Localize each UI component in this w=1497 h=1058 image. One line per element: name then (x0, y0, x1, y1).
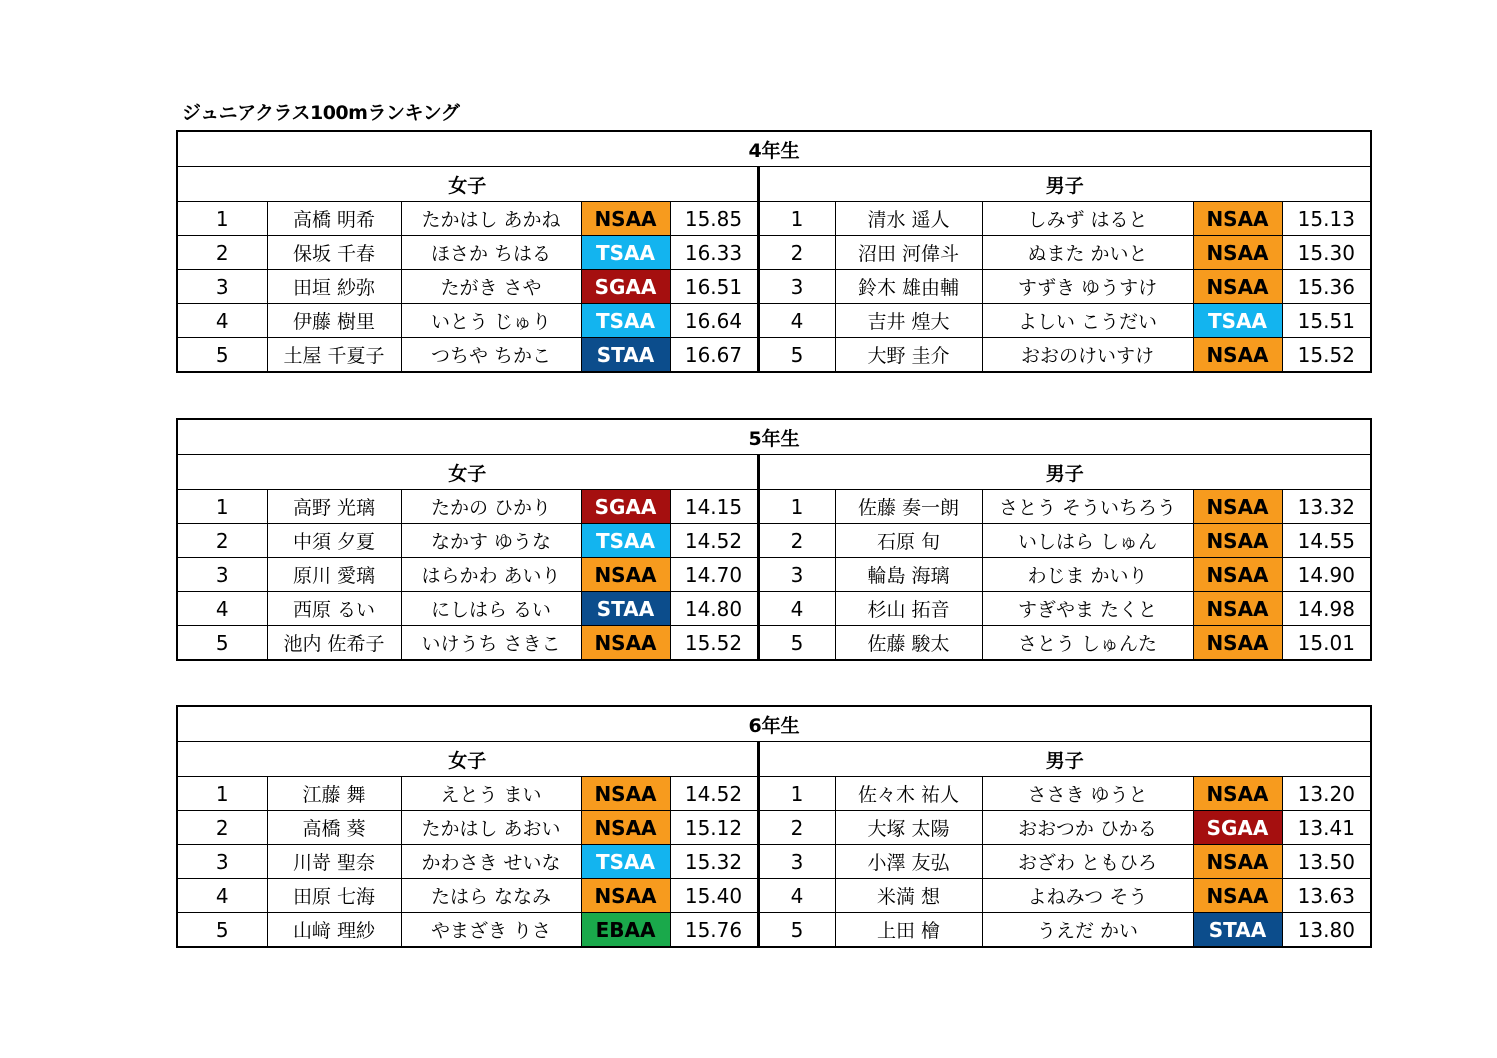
girls-time-cell: 15.32 (670, 845, 758, 879)
boys-team-cell: NSAA (1193, 845, 1282, 879)
boys-time-cell: 13.41 (1282, 811, 1371, 845)
boys-time-cell: 15.13 (1282, 202, 1371, 236)
girls-name-cell: 池内 佐希子 (267, 626, 401, 661)
grade-header: 4年生 (177, 131, 1371, 167)
girls-time-cell: 15.76 (670, 913, 758, 948)
girls-rank-cell: 1 (177, 490, 267, 524)
girls-team-cell: TSAA (581, 304, 670, 338)
boys-name-cell: 沼田 河偉斗 (835, 236, 982, 270)
girls-kana-cell: えとう まい (401, 777, 581, 811)
girls-time-cell: 14.70 (670, 558, 758, 592)
girls-kana-cell: やまざき りさ (401, 913, 581, 948)
boys-kana-cell: すぎやま たくと (982, 592, 1193, 626)
boys-rank-cell: 4 (758, 304, 835, 338)
girls-rank-cell: 5 (177, 338, 267, 373)
girls-rank-cell: 3 (177, 270, 267, 304)
boys-kana-cell: ささき ゆうと (982, 777, 1193, 811)
girls-time-cell: 16.51 (670, 270, 758, 304)
page-title: ジュニアクラス100mランキング (182, 102, 460, 124)
boys-rank-cell: 2 (758, 811, 835, 845)
table-row (177, 558, 1371, 592)
boys-kana-cell: ぬまた かいと (982, 236, 1193, 270)
boys-team-cell: SGAA (1193, 811, 1282, 845)
boys-time-cell: 15.52 (1282, 338, 1371, 373)
girls-rank-cell: 5 (177, 913, 267, 948)
grade-header: 6年生 (177, 706, 1371, 742)
girls-team-cell: STAA (581, 338, 670, 373)
table-row (177, 845, 1371, 879)
boys-rank-cell: 5 (758, 913, 835, 948)
boys-time-cell: 14.98 (1282, 592, 1371, 626)
boys-kana-cell: しみず はると (982, 202, 1193, 236)
boys-header: 男子 (758, 455, 1371, 490)
girls-team-cell: TSAA (581, 236, 670, 270)
girls-team-cell: NSAA (581, 777, 670, 811)
girls-team-cell: STAA (581, 592, 670, 626)
girls-kana-cell: にしはら るい (401, 592, 581, 626)
girls-team-cell: SGAA (581, 270, 670, 304)
girls-kana-cell: たがき さや (401, 270, 581, 304)
girls-rank-cell: 3 (177, 845, 267, 879)
table-row (177, 490, 1371, 524)
girls-kana-cell: かわさき せいな (401, 845, 581, 879)
boys-rank-cell: 1 (758, 777, 835, 811)
boys-kana-cell: さとう しゅんた (982, 626, 1193, 661)
boys-time-cell: 14.90 (1282, 558, 1371, 592)
girls-time-cell: 15.40 (670, 879, 758, 913)
table-row (177, 626, 1371, 661)
boys-time-cell: 14.55 (1282, 524, 1371, 558)
boys-time-cell: 15.36 (1282, 270, 1371, 304)
boys-team-cell: NSAA (1193, 338, 1282, 373)
boys-kana-cell: すずき ゆうすけ (982, 270, 1193, 304)
boys-time-cell: 13.20 (1282, 777, 1371, 811)
table-row (177, 777, 1371, 811)
boys-name-cell: 鈴木 雄由輔 (835, 270, 982, 304)
grade-table-4 (176, 130, 1372, 373)
girls-team-cell: EBAA (581, 913, 670, 948)
table-row (177, 879, 1371, 913)
boys-header: 男子 (758, 167, 1371, 202)
girls-time-cell: 14.15 (670, 490, 758, 524)
grade-header: 5年生 (177, 419, 1371, 455)
boys-rank-cell: 1 (758, 202, 835, 236)
girls-time-cell: 14.52 (670, 524, 758, 558)
boys-kana-cell: おおのけいすけ (982, 338, 1193, 373)
girls-name-cell: 高橋 葵 (267, 811, 401, 845)
girls-kana-cell: ほさか ちはる (401, 236, 581, 270)
girls-name-cell: 西原 るい (267, 592, 401, 626)
girls-name-cell: 高野 光璃 (267, 490, 401, 524)
girls-kana-cell: たかの ひかり (401, 490, 581, 524)
girls-rank-cell: 2 (177, 236, 267, 270)
girls-name-cell: 山﨑 理紗 (267, 913, 401, 948)
boys-name-cell: 佐藤 奏一朗 (835, 490, 982, 524)
table-row (177, 913, 1371, 948)
girls-rank-cell: 2 (177, 811, 267, 845)
table-row (177, 270, 1371, 304)
table-row (177, 524, 1371, 558)
boys-kana-cell: うえだ かい (982, 913, 1193, 948)
girls-kana-cell: なかす ゆうな (401, 524, 581, 558)
boys-rank-cell: 4 (758, 879, 835, 913)
girls-kana-cell: たかはし あおい (401, 811, 581, 845)
boys-time-cell: 15.30 (1282, 236, 1371, 270)
boys-name-cell: 石原 旬 (835, 524, 982, 558)
girls-team-cell: NSAA (581, 558, 670, 592)
girls-time-cell: 15.12 (670, 811, 758, 845)
girls-name-cell: 土屋 千夏子 (267, 338, 401, 373)
girls-time-cell: 16.64 (670, 304, 758, 338)
girls-name-cell: 川嵜 聖奈 (267, 845, 401, 879)
boys-kana-cell: おおつか ひかる (982, 811, 1193, 845)
boys-time-cell: 13.63 (1282, 879, 1371, 913)
table-row (177, 304, 1371, 338)
boys-team-cell: TSAA (1193, 304, 1282, 338)
girls-team-cell: NSAA (581, 811, 670, 845)
boys-time-cell: 15.51 (1282, 304, 1371, 338)
grade-table-6 (176, 705, 1372, 948)
girls-rank-cell: 3 (177, 558, 267, 592)
girls-kana-cell: いとう じゅり (401, 304, 581, 338)
girls-rank-cell: 1 (177, 202, 267, 236)
boys-time-cell: 13.80 (1282, 913, 1371, 948)
girls-team-cell: NSAA (581, 626, 670, 661)
girls-rank-cell: 4 (177, 592, 267, 626)
boys-team-cell: NSAA (1193, 777, 1282, 811)
boys-kana-cell: さとう そういちろう (982, 490, 1193, 524)
boys-kana-cell: わじま かいり (982, 558, 1193, 592)
boys-kana-cell: よしい こうだい (982, 304, 1193, 338)
boys-team-cell: NSAA (1193, 236, 1282, 270)
boys-team-cell: NSAA (1193, 558, 1282, 592)
girls-team-cell: SGAA (581, 490, 670, 524)
boys-name-cell: 佐々木 祐人 (835, 777, 982, 811)
girls-team-cell: NSAA (581, 879, 670, 913)
boys-name-cell: 上田 檜 (835, 913, 982, 948)
table-row (177, 338, 1371, 373)
table-row (177, 811, 1371, 845)
girls-team-cell: TSAA (581, 845, 670, 879)
girls-time-cell: 15.85 (670, 202, 758, 236)
boys-kana-cell: いしはら しゅん (982, 524, 1193, 558)
table-row (177, 202, 1371, 236)
boys-time-cell: 13.50 (1282, 845, 1371, 879)
girls-header: 女子 (177, 455, 758, 490)
boys-kana-cell: おざわ ともひろ (982, 845, 1193, 879)
boys-rank-cell: 5 (758, 338, 835, 373)
girls-time-cell: 15.52 (670, 626, 758, 661)
boys-name-cell: 大野 圭介 (835, 338, 982, 373)
girls-kana-cell: たかはし あかね (401, 202, 581, 236)
girls-kana-cell: いけうち さきこ (401, 626, 581, 661)
boys-name-cell: 輪島 海璃 (835, 558, 982, 592)
boys-name-cell: 米満 想 (835, 879, 982, 913)
boys-team-cell: STAA (1193, 913, 1282, 948)
boys-rank-cell: 2 (758, 524, 835, 558)
boys-header: 男子 (758, 742, 1371, 777)
boys-name-cell: 大塚 太陽 (835, 811, 982, 845)
boys-team-cell: NSAA (1193, 626, 1282, 661)
boys-team-cell: NSAA (1193, 524, 1282, 558)
girls-rank-cell: 5 (177, 626, 267, 661)
boys-time-cell: 15.01 (1282, 626, 1371, 661)
boys-team-cell: NSAA (1193, 490, 1282, 524)
boys-time-cell: 13.32 (1282, 490, 1371, 524)
girls-rank-cell: 1 (177, 777, 267, 811)
girls-kana-cell: つちや ちかこ (401, 338, 581, 373)
girls-time-cell: 16.33 (670, 236, 758, 270)
boys-rank-cell: 3 (758, 270, 835, 304)
boys-rank-cell: 5 (758, 626, 835, 661)
girls-name-cell: 中須 夕夏 (267, 524, 401, 558)
grade-table-5 (176, 418, 1372, 661)
girls-time-cell: 14.52 (670, 777, 758, 811)
boys-rank-cell: 3 (758, 845, 835, 879)
girls-team-cell: TSAA (581, 524, 670, 558)
boys-team-cell: NSAA (1193, 202, 1282, 236)
girls-name-cell: 伊藤 樹里 (267, 304, 401, 338)
girls-time-cell: 14.80 (670, 592, 758, 626)
girls-kana-cell: はらかわ あいり (401, 558, 581, 592)
boys-name-cell: 吉井 煌大 (835, 304, 982, 338)
girls-rank-cell: 4 (177, 304, 267, 338)
boys-rank-cell: 4 (758, 592, 835, 626)
girls-name-cell: 田垣 紗弥 (267, 270, 401, 304)
girls-time-cell: 16.67 (670, 338, 758, 373)
girls-name-cell: 田原 七海 (267, 879, 401, 913)
table-row (177, 592, 1371, 626)
girls-rank-cell: 2 (177, 524, 267, 558)
boys-name-cell: 佐藤 駿太 (835, 626, 982, 661)
boys-name-cell: 清水 遥人 (835, 202, 982, 236)
boys-rank-cell: 1 (758, 490, 835, 524)
girls-name-cell: 高橋 明希 (267, 202, 401, 236)
boys-kana-cell: よねみつ そう (982, 879, 1193, 913)
girls-kana-cell: たはら ななみ (401, 879, 581, 913)
girls-team-cell: NSAA (581, 202, 670, 236)
boys-rank-cell: 2 (758, 236, 835, 270)
table-row (177, 236, 1371, 270)
boys-team-cell: NSAA (1193, 270, 1282, 304)
boys-name-cell: 小澤 友弘 (835, 845, 982, 879)
boys-rank-cell: 3 (758, 558, 835, 592)
girls-header: 女子 (177, 742, 758, 777)
girls-header: 女子 (177, 167, 758, 202)
girls-name-cell: 保坂 千春 (267, 236, 401, 270)
boys-team-cell: NSAA (1193, 879, 1282, 913)
girls-rank-cell: 4 (177, 879, 267, 913)
boys-name-cell: 杉山 拓音 (835, 592, 982, 626)
boys-team-cell: NSAA (1193, 592, 1282, 626)
girls-name-cell: 原川 愛璃 (267, 558, 401, 592)
girls-name-cell: 江藤 舞 (267, 777, 401, 811)
